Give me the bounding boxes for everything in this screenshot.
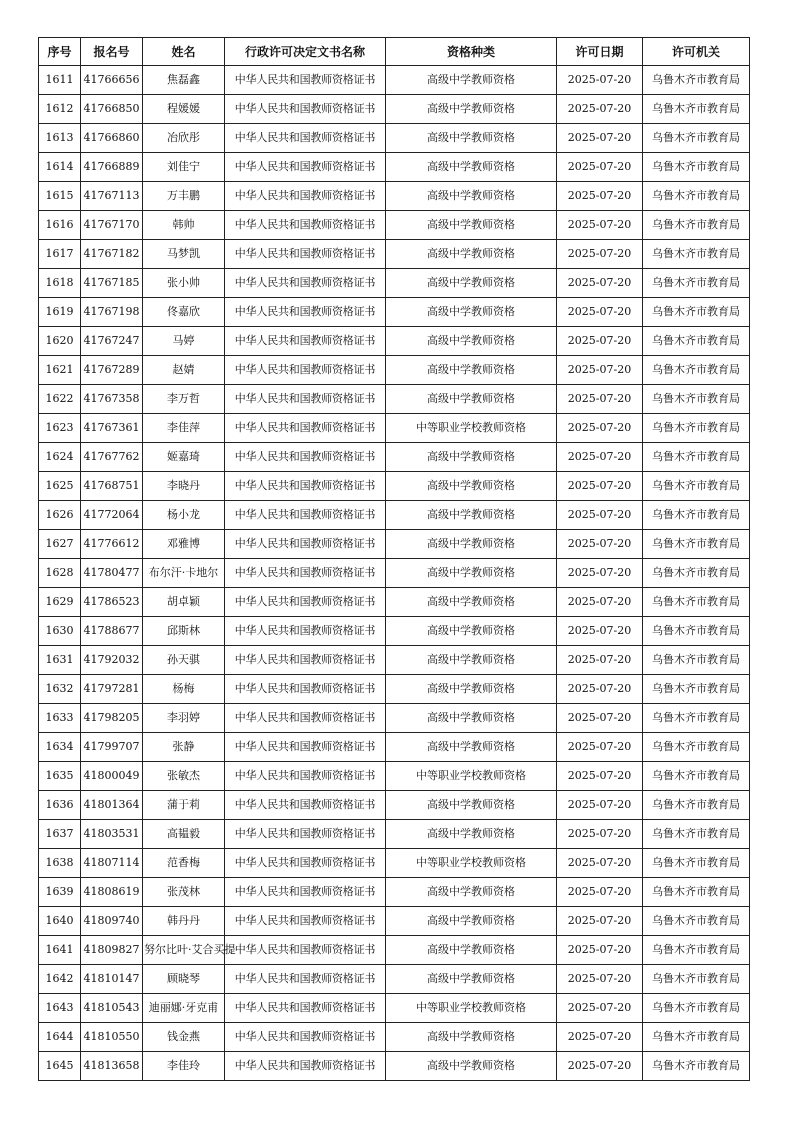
licensing-authority-cell: 乌鲁木齐市教育局 [643,1023,750,1052]
qualification-type-cell: 高级中学教师资格 [386,327,557,356]
table-row [39,66,750,95]
serial-cell: 1620 [39,327,81,356]
name-cell: 刘佳宁 [143,153,225,182]
serial-cell: 1639 [39,878,81,907]
license-date-cell: 2025-07-20 [557,994,643,1023]
serial-cell: 1614 [39,153,81,182]
serial-cell: 1621 [39,356,81,385]
registration-number-cell: 41810550 [81,1023,143,1052]
table-row [39,820,750,849]
qualification-type-cell: 高级中学教师资格 [386,878,557,907]
name-cell: 孙天骐 [143,646,225,675]
license-date-cell: 2025-07-20 [557,907,643,936]
license-date-cell: 2025-07-20 [557,153,643,182]
serial-cell: 1636 [39,791,81,820]
license-date-cell: 2025-07-20 [557,704,643,733]
registration-number-cell: 41766889 [81,153,143,182]
licensing-authority-cell: 乌鲁木齐市教育局 [643,443,750,472]
document-name-cell: 中华人民共和国教师资格证书 [225,66,386,95]
name-cell: 杨小龙 [143,501,225,530]
document-name-cell: 中华人民共和国教师资格证书 [225,327,386,356]
serial-cell: 1638 [39,849,81,878]
serial-cell: 1634 [39,733,81,762]
document-name-cell: 中华人民共和国教师资格证书 [225,530,386,559]
table-row [39,327,750,356]
document-name-cell: 中华人民共和国教师资格证书 [225,153,386,182]
table-row [39,414,750,443]
serial-cell: 1630 [39,617,81,646]
license-date-cell: 2025-07-20 [557,95,643,124]
name-cell: 韩帅 [143,211,225,240]
document-name-cell: 中华人民共和国教师资格证书 [225,559,386,588]
table-row [39,182,750,211]
header-qualification-type: 资格种类 [386,38,557,66]
qualification-type-cell: 高级中学教师资格 [386,298,557,327]
registration-number-cell: 41772064 [81,501,143,530]
qualification-type-cell: 高级中学教师资格 [386,704,557,733]
name-cell: 顾晓琴 [143,965,225,994]
qualification-type-cell: 高级中学教师资格 [386,182,557,211]
licensing-authority-cell: 乌鲁木齐市教育局 [643,530,750,559]
qualification-type-cell: 中等职业学校教师资格 [386,994,557,1023]
serial-cell: 1623 [39,414,81,443]
table-row [39,675,750,704]
table-row [39,95,750,124]
name-cell: 韩丹丹 [143,907,225,936]
serial-cell: 1635 [39,762,81,791]
serial-cell: 1629 [39,588,81,617]
document-name-cell: 中华人民共和国教师资格证书 [225,472,386,501]
document-name-cell: 中华人民共和国教师资格证书 [225,878,386,907]
license-date-cell: 2025-07-20 [557,1023,643,1052]
registration-number-cell: 41797281 [81,675,143,704]
table-row [39,617,750,646]
document-name-cell: 中华人民共和国教师资格证书 [225,443,386,472]
name-cell: 范香梅 [143,849,225,878]
licensing-authority-cell: 乌鲁木齐市教育局 [643,501,750,530]
document-name-cell: 中华人民共和国教师资格证书 [225,675,386,704]
document-name-cell: 中华人民共和国教师资格证书 [225,704,386,733]
license-date-cell: 2025-07-20 [557,675,643,704]
name-cell: 李万哲 [143,385,225,414]
serial-cell: 1632 [39,675,81,704]
license-date-cell: 2025-07-20 [557,356,643,385]
registration-number-cell: 41813658 [81,1052,143,1081]
header-licensing-authority: 许可机关 [643,38,750,66]
license-date-cell: 2025-07-20 [557,472,643,501]
license-date-cell: 2025-07-20 [557,298,643,327]
name-cell: 佟嘉欣 [143,298,225,327]
qualification-type-cell: 高级中学教师资格 [386,646,557,675]
license-date-cell: 2025-07-20 [557,1052,643,1081]
name-cell: 张茂林 [143,878,225,907]
license-date-cell: 2025-07-20 [557,617,643,646]
table-row [39,588,750,617]
serial-cell: 1616 [39,211,81,240]
header-name: 姓名 [143,38,225,66]
document-name-cell: 中华人民共和国教师资格证书 [225,356,386,385]
name-cell: 布尔汗·卡地尔 [143,559,225,588]
header-serial: 序号 [39,38,81,66]
table-row [39,559,750,588]
name-cell: 马梦凯 [143,240,225,269]
license-date-cell: 2025-07-20 [557,211,643,240]
licensing-authority-cell: 乌鲁木齐市教育局 [643,414,750,443]
registration-number-cell: 41767361 [81,414,143,443]
serial-cell: 1628 [39,559,81,588]
header-row [39,38,750,66]
name-cell: 万丰鹏 [143,182,225,211]
qualification-type-cell: 高级中学教师资格 [386,385,557,414]
name-cell: 蒲于莉 [143,791,225,820]
qualification-type-cell: 高级中学教师资格 [386,675,557,704]
document-name-cell: 中华人民共和国教师资格证书 [225,182,386,211]
name-cell: 焦磊鑫 [143,66,225,95]
table-row [39,704,750,733]
registration-number-cell: 41809740 [81,907,143,936]
licensing-authority-cell: 乌鲁木齐市教育局 [643,762,750,791]
header-registration-number: 报名号 [81,38,143,66]
table-row [39,907,750,936]
document-name-cell: 中华人民共和国教师资格证书 [225,414,386,443]
registration-number-cell: 41799707 [81,733,143,762]
serial-cell: 1633 [39,704,81,733]
table-row [39,356,750,385]
licensing-authority-cell: 乌鲁木齐市教育局 [643,994,750,1023]
licensing-authority-cell: 乌鲁木齐市教育局 [643,298,750,327]
licensing-authority-cell: 乌鲁木齐市教育局 [643,66,750,95]
table-row [39,240,750,269]
licensing-authority-cell: 乌鲁木齐市教育局 [643,878,750,907]
licensing-authority-cell: 乌鲁木齐市教育局 [643,356,750,385]
name-cell: 高韫毅 [143,820,225,849]
qualification-type-cell: 高级中学教师资格 [386,269,557,298]
name-cell: 李羽婷 [143,704,225,733]
name-cell: 李晓丹 [143,472,225,501]
document-name-cell: 中华人民共和国教师资格证书 [225,588,386,617]
license-date-cell: 2025-07-20 [557,878,643,907]
licensing-authority-cell: 乌鲁木齐市教育局 [643,385,750,414]
qualification-type-cell: 高级中学教师资格 [386,733,557,762]
license-date-cell: 2025-07-20 [557,501,643,530]
document-name-cell: 中华人民共和国教师资格证书 [225,849,386,878]
license-date-cell: 2025-07-20 [557,66,643,95]
license-date-cell: 2025-07-20 [557,182,643,211]
serial-cell: 1611 [39,66,81,95]
licensing-authority-cell: 乌鲁木齐市教育局 [643,95,750,124]
qualification-type-cell: 高级中学教师资格 [386,211,557,240]
document-name-cell: 中华人民共和国教师资格证书 [225,820,386,849]
registration-number-cell: 41768751 [81,472,143,501]
licensing-authority-cell: 乌鲁木齐市教育局 [643,791,750,820]
registration-number-cell: 41807114 [81,849,143,878]
header-document-name: 行政许可决定文书名称 [225,38,386,66]
document-name-cell: 中华人民共和国教师资格证书 [225,501,386,530]
registration-number-cell: 41792032 [81,646,143,675]
licensing-authority-cell: 乌鲁木齐市教育局 [643,704,750,733]
registration-number-cell: 41810543 [81,994,143,1023]
qualification-type-cell: 高级中学教师资格 [386,443,557,472]
document-name-cell: 中华人民共和国教师资格证书 [225,95,386,124]
license-date-cell: 2025-07-20 [557,530,643,559]
licensing-authority-cell: 乌鲁木齐市教育局 [643,907,750,936]
table-row [39,298,750,327]
document-name-cell: 中华人民共和国教师资格证书 [225,385,386,414]
name-cell: 李佳萍 [143,414,225,443]
name-cell: 赵婧 [143,356,225,385]
licensing-authority-cell: 乌鲁木齐市教育局 [643,559,750,588]
serial-cell: 1627 [39,530,81,559]
document-name-cell: 中华人民共和国教师资格证书 [225,762,386,791]
license-table [38,37,750,1081]
registration-number-cell: 41766860 [81,124,143,153]
table-row [39,530,750,559]
table-row [39,1052,750,1081]
document-name-cell: 中华人民共和国教师资格证书 [225,240,386,269]
serial-cell: 1615 [39,182,81,211]
licensing-authority-cell: 乌鲁木齐市教育局 [643,124,750,153]
document-name-cell: 中华人民共和国教师资格证书 [225,907,386,936]
serial-cell: 1617 [39,240,81,269]
table-row [39,472,750,501]
licensing-authority-cell: 乌鲁木齐市教育局 [643,646,750,675]
qualification-type-cell: 高级中学教师资格 [386,472,557,501]
license-date-cell: 2025-07-20 [557,849,643,878]
header-license-date: 许可日期 [557,38,643,66]
registration-number-cell: 41803531 [81,820,143,849]
table-row [39,211,750,240]
name-cell: 胡卓颖 [143,588,225,617]
name-cell: 程媛媛 [143,95,225,124]
registration-number-cell: 41767182 [81,240,143,269]
registration-number-cell: 41801364 [81,791,143,820]
qualification-type-cell: 高级中学教师资格 [386,124,557,153]
table-row [39,762,750,791]
document-name-cell: 中华人民共和国教师资格证书 [225,646,386,675]
table-row [39,791,750,820]
registration-number-cell: 41766656 [81,66,143,95]
registration-number-cell: 41767198 [81,298,143,327]
name-cell: 张小帅 [143,269,225,298]
table-row [39,443,750,472]
license-date-cell: 2025-07-20 [557,646,643,675]
license-date-cell: 2025-07-20 [557,443,643,472]
name-cell: 杨梅 [143,675,225,704]
qualification-type-cell: 高级中学教师资格 [386,1023,557,1052]
licensing-authority-cell: 乌鲁木齐市教育局 [643,153,750,182]
qualification-type-cell: 高级中学教师资格 [386,240,557,269]
registration-number-cell: 41780477 [81,559,143,588]
registration-number-cell: 41808619 [81,878,143,907]
name-cell: 张敏杰 [143,762,225,791]
serial-cell: 1631 [39,646,81,675]
name-cell: 姬嘉琦 [143,443,225,472]
license-date-cell: 2025-07-20 [557,791,643,820]
name-cell: 钱金燕 [143,1023,225,1052]
qualification-type-cell: 高级中学教师资格 [386,936,557,965]
registration-number-cell: 41786523 [81,588,143,617]
serial-cell: 1612 [39,95,81,124]
qualification-type-cell: 高级中学教师资格 [386,791,557,820]
table-body [39,66,750,1081]
table-row [39,936,750,965]
license-date-cell: 2025-07-20 [557,327,643,356]
serial-cell: 1640 [39,907,81,936]
serial-cell: 1644 [39,1023,81,1052]
document-name-cell: 中华人民共和国教师资格证书 [225,269,386,298]
qualification-type-cell: 高级中学教师资格 [386,501,557,530]
licensing-authority-cell: 乌鲁木齐市教育局 [643,675,750,704]
serial-cell: 1642 [39,965,81,994]
registration-number-cell: 41788677 [81,617,143,646]
serial-cell: 1637 [39,820,81,849]
license-date-cell: 2025-07-20 [557,240,643,269]
licensing-authority-cell: 乌鲁木齐市教育局 [643,617,750,646]
license-date-cell: 2025-07-20 [557,820,643,849]
license-date-cell: 2025-07-20 [557,269,643,298]
licensing-authority-cell: 乌鲁木齐市教育局 [643,1052,750,1081]
document-name-cell: 中华人民共和国教师资格证书 [225,1023,386,1052]
serial-cell: 1618 [39,269,81,298]
license-date-cell: 2025-07-20 [557,414,643,443]
licensing-authority-cell: 乌鲁木齐市教育局 [643,588,750,617]
registration-number-cell: 41767358 [81,385,143,414]
licensing-authority-cell: 乌鲁木齐市教育局 [643,327,750,356]
licensing-authority-cell: 乌鲁木齐市教育局 [643,211,750,240]
licensing-authority-cell: 乌鲁木齐市教育局 [643,269,750,298]
licensing-authority-cell: 乌鲁木齐市教育局 [643,733,750,762]
document-name-cell: 中华人民共和国教师资格证书 [225,211,386,240]
licensing-authority-cell: 乌鲁木齐市教育局 [643,240,750,269]
table-row [39,1023,750,1052]
license-date-cell: 2025-07-20 [557,124,643,153]
registration-number-cell: 41800049 [81,762,143,791]
license-date-cell: 2025-07-20 [557,559,643,588]
qualification-type-cell: 中等职业学校教师资格 [386,414,557,443]
table-row [39,124,750,153]
qualification-type-cell: 高级中学教师资格 [386,95,557,124]
serial-cell: 1645 [39,1052,81,1081]
table-row [39,501,750,530]
name-cell: 马婷 [143,327,225,356]
table-row [39,994,750,1023]
qualification-type-cell: 高级中学教师资格 [386,559,557,588]
registration-number-cell: 41767113 [81,182,143,211]
qualification-type-cell: 高级中学教师资格 [386,617,557,646]
license-date-cell: 2025-07-20 [557,965,643,994]
license-date-cell: 2025-07-20 [557,936,643,965]
name-cell: 努尔比叶·艾合买提 [143,936,225,965]
document-name-cell: 中华人民共和国教师资格证书 [225,733,386,762]
licensing-authority-cell: 乌鲁木齐市教育局 [643,472,750,501]
document-name-cell: 中华人民共和国教师资格证书 [225,617,386,646]
licensing-authority-cell: 乌鲁木齐市教育局 [643,820,750,849]
license-date-cell: 2025-07-20 [557,385,643,414]
license-date-cell: 2025-07-20 [557,762,643,791]
document-name-cell: 中华人民共和国教师资格证书 [225,936,386,965]
license-date-cell: 2025-07-20 [557,733,643,762]
licensing-authority-cell: 乌鲁木齐市教育局 [643,182,750,211]
table-row [39,646,750,675]
qualification-type-cell: 中等职业学校教师资格 [386,762,557,791]
document-name-cell: 中华人民共和国教师资格证书 [225,965,386,994]
serial-cell: 1641 [39,936,81,965]
name-cell: 李佳玲 [143,1052,225,1081]
table-row [39,385,750,414]
registration-number-cell: 41767170 [81,211,143,240]
table-row [39,733,750,762]
qualification-type-cell: 高级中学教师资格 [386,965,557,994]
table-row [39,849,750,878]
qualification-type-cell: 高级中学教师资格 [386,356,557,385]
document-name-cell: 中华人民共和国教师资格证书 [225,298,386,327]
name-cell: 张静 [143,733,225,762]
name-cell: 冶欣彤 [143,124,225,153]
document-name-cell: 中华人民共和国教师资格证书 [225,994,386,1023]
registration-number-cell: 41767762 [81,443,143,472]
document-name-cell: 中华人民共和国教师资格证书 [225,1052,386,1081]
serial-cell: 1626 [39,501,81,530]
document-name-cell: 中华人民共和国教师资格证书 [225,791,386,820]
qualification-type-cell: 高级中学教师资格 [386,820,557,849]
table-row [39,878,750,907]
registration-number-cell: 41767185 [81,269,143,298]
table-row [39,153,750,182]
qualification-type-cell: 高级中学教师资格 [386,1052,557,1081]
serial-cell: 1643 [39,994,81,1023]
name-cell: 邓雅博 [143,530,225,559]
name-cell: 邱斯林 [143,617,225,646]
qualification-type-cell: 高级中学教师资格 [386,66,557,95]
serial-cell: 1613 [39,124,81,153]
qualification-type-cell: 高级中学教师资格 [386,907,557,936]
table-row [39,965,750,994]
registration-number-cell: 41767289 [81,356,143,385]
registration-number-cell: 41767247 [81,327,143,356]
qualification-type-cell: 高级中学教师资格 [386,588,557,617]
registration-number-cell: 41810147 [81,965,143,994]
registration-number-cell: 41798205 [81,704,143,733]
registration-number-cell: 41809827 [81,936,143,965]
licensing-authority-cell: 乌鲁木齐市教育局 [643,965,750,994]
name-cell: 迪丽娜·牙克甫 [143,994,225,1023]
license-date-cell: 2025-07-20 [557,588,643,617]
qualification-type-cell: 高级中学教师资格 [386,153,557,182]
qualification-type-cell: 高级中学教师资格 [386,530,557,559]
table-row [39,269,750,298]
licensing-authority-cell: 乌鲁木齐市教育局 [643,849,750,878]
serial-cell: 1625 [39,472,81,501]
document-name-cell: 中华人民共和国教师资格证书 [225,124,386,153]
registration-number-cell: 41776612 [81,530,143,559]
serial-cell: 1624 [39,443,81,472]
licensing-authority-cell: 乌鲁木齐市教育局 [643,936,750,965]
qualification-type-cell: 中等职业学校教师资格 [386,849,557,878]
serial-cell: 1619 [39,298,81,327]
serial-cell: 1622 [39,385,81,414]
registration-number-cell: 41766850 [81,95,143,124]
